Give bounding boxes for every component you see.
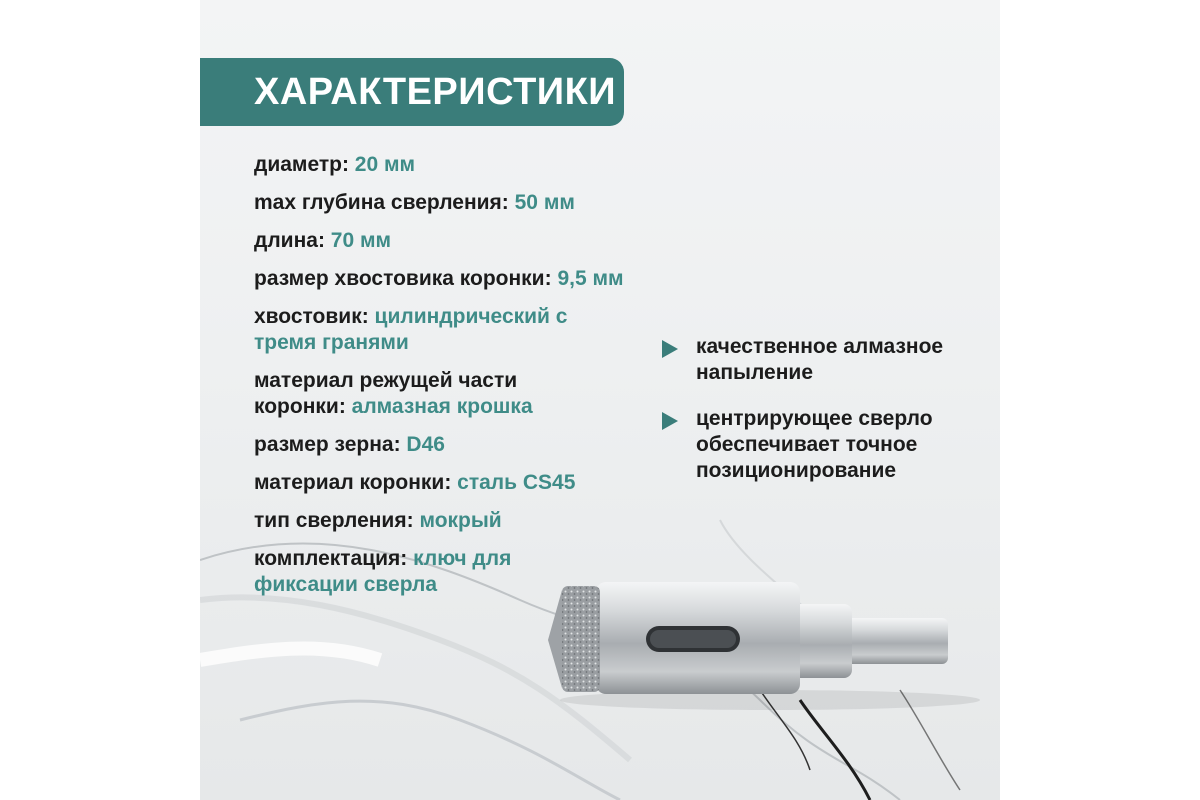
spec-value: 70 мм: [330, 229, 392, 252]
spec-label: хвостовик:: [254, 305, 375, 328]
features-list: [662, 334, 992, 504]
title-banner: [200, 58, 624, 126]
spec-label: материал коронки:: [254, 471, 458, 494]
diamond-drill-bit-image: [540, 560, 980, 720]
spec-item: [254, 304, 584, 356]
spec-value: 20 мм: [354, 153, 416, 176]
spec-label: max глубина сверления:: [254, 191, 515, 214]
spec-value: алмазная крошка: [351, 395, 533, 418]
spec-value: 50 мм: [514, 191, 575, 214]
spec-value: 9,5 мм: [557, 267, 624, 290]
spec-item: [254, 546, 554, 598]
spec-label: материал режущей части коронки:: [254, 369, 518, 418]
spec-item: [254, 432, 694, 458]
feature-text: качественное алмазное напыление: [696, 335, 944, 384]
triangle-right-icon: [662, 340, 678, 358]
feature-item: [662, 406, 966, 484]
spec-item: [254, 368, 574, 420]
spec-label: комплектация:: [254, 547, 414, 570]
spec-label: длина:: [254, 229, 331, 252]
spec-label: тип сверления:: [254, 509, 420, 532]
page-title: ХАРАКТЕРИСТИКИ: [254, 70, 617, 113]
spec-value: D46: [406, 433, 445, 456]
feature-item: [662, 334, 946, 386]
feature-text: центрирующее сверло обеспечивает точное позиционирование: [696, 407, 933, 482]
spec-value: ключ для фиксации сверла: [254, 547, 512, 596]
specs-list: [254, 152, 694, 610]
spec-label: размер хвостовика коронки:: [254, 267, 558, 290]
product-card: [200, 0, 1000, 800]
spec-item: [254, 152, 694, 178]
spec-value: мокрый: [419, 509, 502, 532]
spec-item: [254, 508, 694, 534]
spec-item: [254, 470, 694, 496]
spec-value: сталь CS45: [457, 471, 576, 494]
spec-label: диаметр:: [254, 153, 355, 176]
spec-item: [254, 228, 694, 254]
triangle-right-icon: [662, 412, 678, 430]
spec-label: размер зерна:: [254, 433, 407, 456]
spec-value: цилиндрический с тремя гранями: [254, 305, 568, 354]
spec-item: [254, 190, 694, 216]
spec-item: [254, 266, 694, 292]
